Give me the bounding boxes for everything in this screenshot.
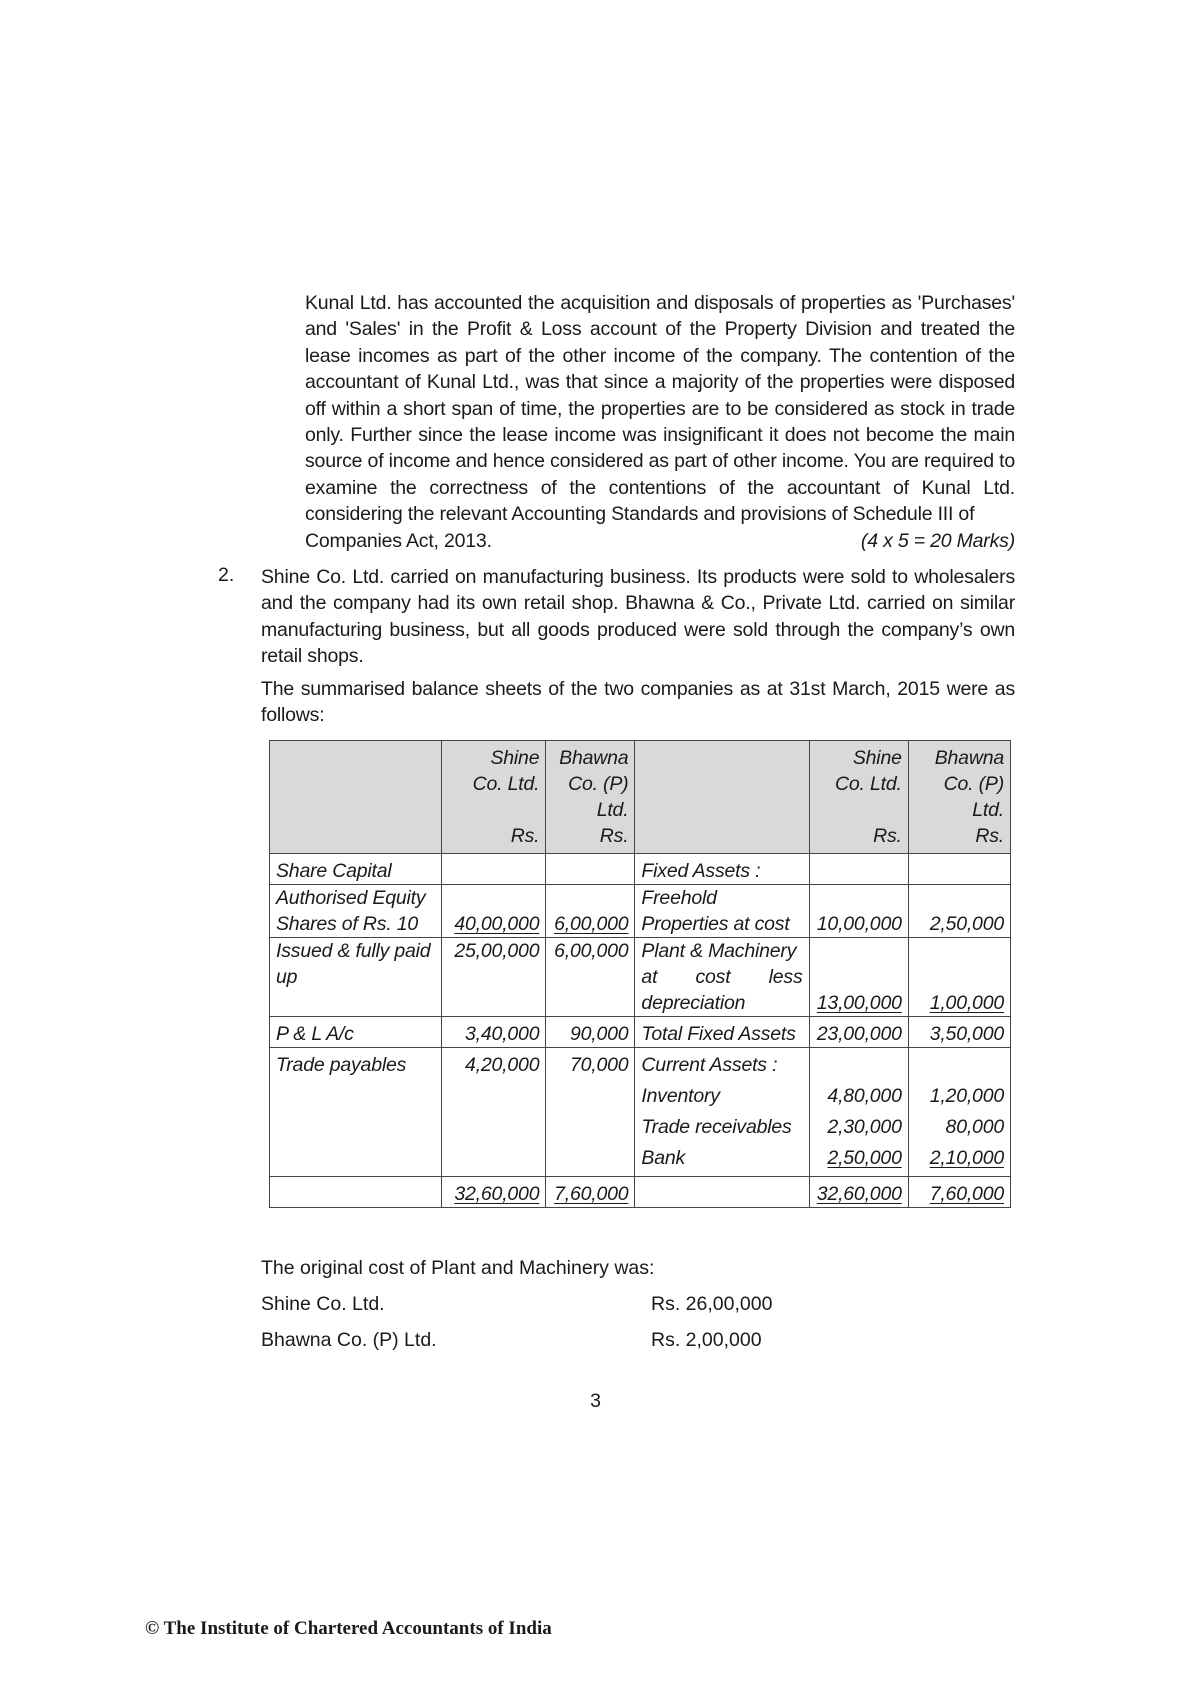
table-row: Trade payables 4,20,000 70,000 Current Assets : Inventory Trade receivables Bank 4,80,000 2,30,000 2,50,000 1,20,000 80,000 2,10,000 (270, 1048, 1011, 1177)
question1-last-text: Companies Act, 2013. (305, 529, 492, 552)
table-row: Issued & fully paid up 25,00,000 6,00,000 Plant & Machinery at cost less depreciation 13,00,000 1,00,000 (270, 938, 1011, 1017)
original-cost-heading: The original cost of Plant and Machinery was: (261, 1257, 655, 1279)
question2-number: 2. (218, 564, 235, 586)
list-item: Bhawna Co. (P) Ltd. Rs. 2,00,000 (261, 1329, 762, 1351)
question1-marks: (4 x 5 = 20 Marks) (860, 529, 1015, 552)
question1-body: Kunal Ltd. has accounted the acquisition and disposals of properties as 'Purchases' and 'Sales' in the Profit & Loss account of the Property Division and treated the lease incomes as part of the other income of the company. The contention of the accountant of Kunal Ltd., was that since a majority of the properties were disposed off within a short span of time, the properties are to be considered as stock in trade only. Further since the lease income was insignificant it does not become the main source of income and hence considered as part of other income. You are required to examine the correctness of the contentions of the accountant of Kunal Ltd. considering the relevant Accounting Standards and provisions of Schedule III of (305, 292, 1015, 526)
list-item: Shine Co. Ltd. Rs. 26,00,000 (261, 1293, 773, 1315)
header-shine-left: Shine Co. Ltd. Rs. (442, 741, 546, 854)
header-shine-right: Shine Co. Ltd. Rs. (809, 741, 908, 854)
table-row: P & L A/c 3,40,000 90,000 Total Fixed Assets 23,00,000 3,50,000 (270, 1017, 1011, 1048)
footer-text: The Institute of Chartered Accountants of India (163, 1618, 552, 1639)
page-footer (145, 1618, 552, 1640)
copyright-icon: © (145, 1618, 160, 1639)
question1-last-line (305, 528, 1015, 554)
table-row: Share Capital Fixed Assets : (270, 854, 1011, 885)
header-blank-left (270, 741, 442, 854)
question2-paragraph: Shine Co. Ltd. carried on manufacturing business. Its products were sold to wholesalers and the company had its own retail shop. Bhawna & Co., Private Ltd. carried on similar manufacturing business, but all goods produced were sold through the company’s own retail shops. (261, 566, 1015, 668)
table-header-row (270, 741, 1011, 854)
table-total-row: 32,60,000 7,60,000 32,60,000 7,60,000 (270, 1177, 1011, 1208)
original-cost-block (261, 1250, 772, 1358)
header-blank-right (635, 741, 809, 854)
table-row: Authorised Equity Shares of Rs. 10 40,00,000 6,00,000 Freehold Properties at cost 10,00,000 2,50,000 (270, 885, 1011, 938)
question2-intro: The summarised balance sheets of the two companies as at 31st March, 2015 were as follows: (261, 678, 1015, 727)
balance-sheet-table (269, 740, 1011, 1208)
page-number: 3 (590, 1390, 601, 1412)
header-bhawna-right: Bhawna Co. (P) Ltd. Rs. (908, 741, 1010, 854)
header-bhawna-left: Bhawna Co. (P) Ltd. Rs. (546, 741, 635, 854)
question1-paragraph (305, 290, 1015, 554)
